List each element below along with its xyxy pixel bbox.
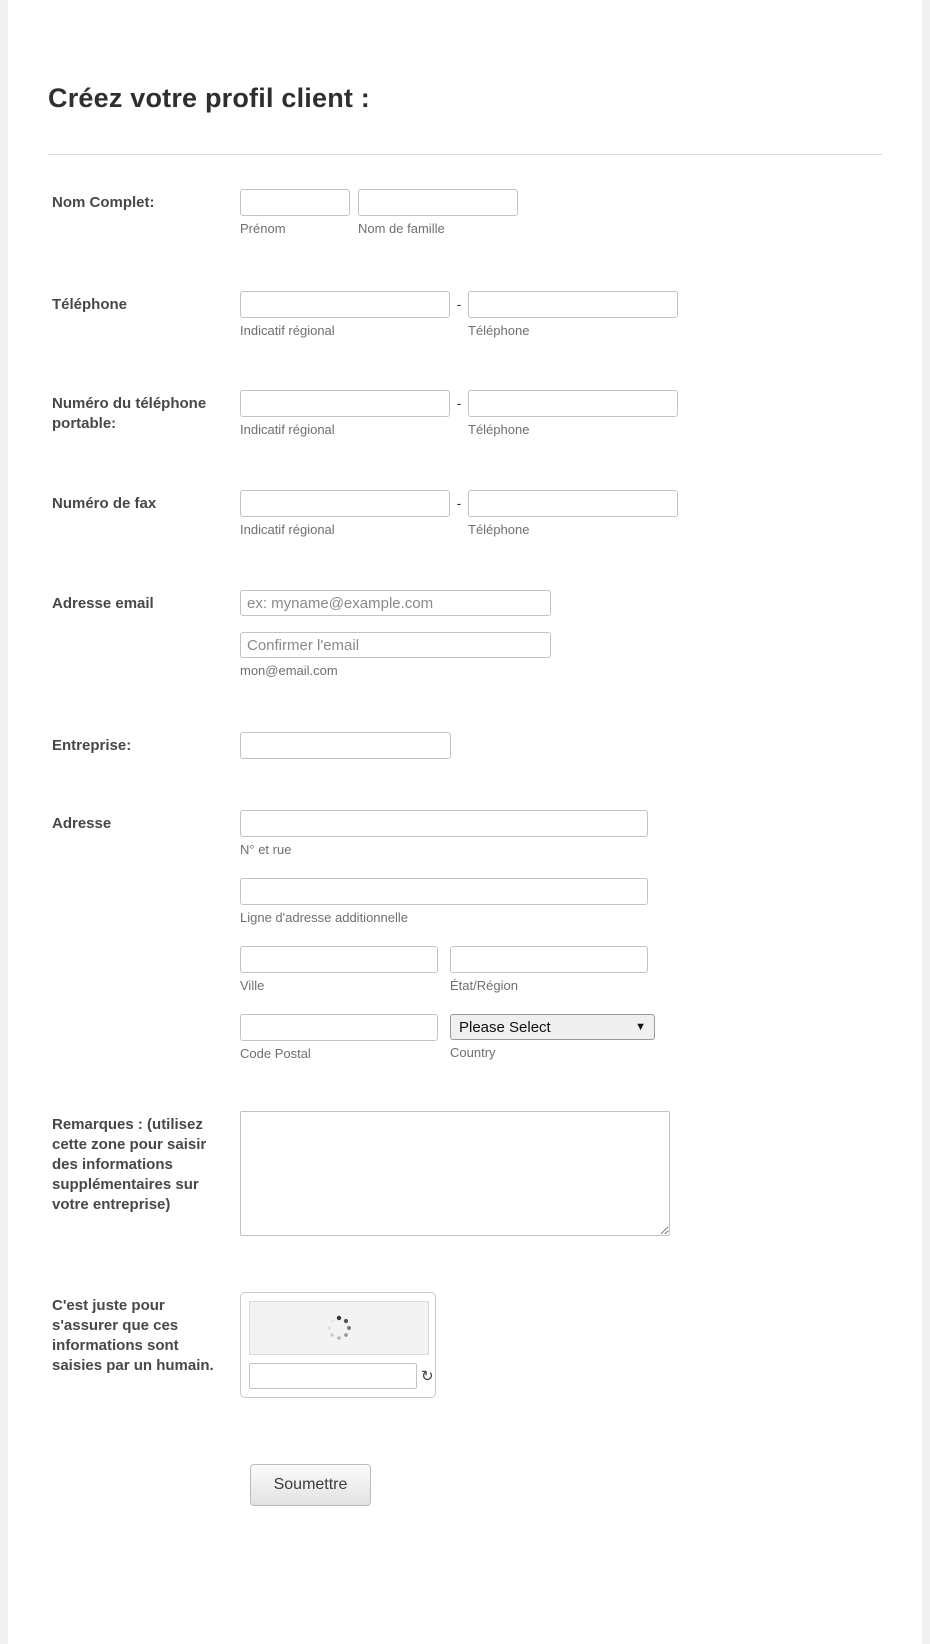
email-sublabel: mon@email.com bbox=[240, 663, 338, 678]
city-input[interactable] bbox=[240, 946, 438, 973]
field-mobile bbox=[48, 390, 882, 438]
field-email bbox=[48, 590, 882, 679]
captcha-answer-row bbox=[249, 1363, 434, 1389]
fax-separator: - bbox=[456, 495, 462, 511]
remarks-textarea[interactable] bbox=[240, 1111, 670, 1236]
phone-number-input[interactable] bbox=[468, 291, 678, 318]
fax-number-input[interactable] bbox=[468, 490, 678, 517]
street-input[interactable] bbox=[240, 810, 648, 837]
address-street-row bbox=[240, 810, 882, 858]
first-name-sublabel: Prénom bbox=[240, 221, 286, 236]
email-gap bbox=[240, 616, 882, 632]
address-city-state-row bbox=[240, 946, 882, 994]
mobile-label: Numéro du téléphone portable: bbox=[52, 395, 207, 432]
first-name-input[interactable] bbox=[240, 189, 350, 216]
captcha-loading-spinner bbox=[324, 1313, 354, 1343]
country-select-value: Please Select bbox=[459, 1018, 551, 1036]
field-company bbox=[48, 732, 882, 759]
mobile-number-input[interactable] bbox=[468, 390, 678, 417]
country-select[interactable] bbox=[450, 1014, 655, 1040]
chevron-down-icon: ▼ bbox=[635, 1021, 646, 1033]
divider bbox=[48, 154, 882, 155]
address-label: Adresse bbox=[52, 815, 112, 832]
phone-area-sublabel: Indicatif régional bbox=[240, 323, 335, 338]
mobile-separator: - bbox=[456, 395, 462, 411]
state-input[interactable] bbox=[450, 946, 648, 973]
fax-area-code-input[interactable] bbox=[240, 490, 450, 517]
company-input[interactable] bbox=[240, 732, 451, 759]
last-name-input[interactable] bbox=[358, 189, 518, 216]
phone-area-code-input[interactable] bbox=[240, 291, 450, 318]
address-postal-country-row bbox=[240, 1014, 882, 1062]
email-confirm-input[interactable] bbox=[240, 632, 551, 658]
fax-area-sublabel: Indicatif régional bbox=[240, 522, 335, 537]
state-sublabel: État/Région bbox=[450, 978, 518, 993]
line2-sublabel: Ligne d'adresse additionnelle bbox=[240, 910, 408, 925]
page-title: Créez votre profil client : bbox=[48, 83, 370, 113]
address-line2-input[interactable] bbox=[240, 878, 648, 905]
phone-separator: - bbox=[456, 296, 462, 312]
address-line2-row bbox=[240, 878, 882, 926]
captcha-answer-input[interactable] bbox=[249, 1363, 417, 1389]
phone-label: Téléphone bbox=[52, 296, 128, 313]
fax-number-sublabel: Téléphone bbox=[468, 522, 530, 537]
field-address bbox=[48, 810, 882, 1062]
postal-code-input[interactable] bbox=[240, 1014, 438, 1041]
field-remarks bbox=[48, 1111, 882, 1241]
last-name-sublabel: Nom de famille bbox=[358, 221, 445, 236]
captcha-widget bbox=[240, 1292, 436, 1398]
mobile-number-sublabel: Téléphone bbox=[468, 422, 530, 437]
captcha-label: C'est juste pour s'assurer que ces informations sont saisies par un humain. bbox=[52, 1297, 214, 1374]
form-page bbox=[8, 0, 922, 1644]
phone-number-sublabel: Téléphone bbox=[468, 323, 530, 338]
submit-button[interactable]: Soumettre bbox=[250, 1464, 371, 1506]
field-full-name bbox=[48, 189, 882, 237]
postal-sublabel: Code Postal bbox=[240, 1046, 311, 1061]
city-sublabel: Ville bbox=[240, 978, 265, 993]
field-phone bbox=[48, 291, 882, 339]
email-label: Adresse email bbox=[52, 595, 154, 612]
remarks-label: Remarques : (utilisez cette zone pour saisir des informations supplémentaires sur votre entreprise) bbox=[52, 1116, 207, 1213]
street-sublabel: N° et rue bbox=[240, 842, 292, 857]
mobile-area-sublabel: Indicatif régional bbox=[240, 422, 335, 437]
mobile-area-code-input[interactable] bbox=[240, 390, 450, 417]
submit-row bbox=[250, 1464, 882, 1506]
email-input[interactable] bbox=[240, 590, 551, 616]
country-sublabel: Country bbox=[450, 1045, 496, 1060]
field-fax bbox=[48, 490, 882, 538]
full-name-label: Nom Complet: bbox=[52, 194, 155, 211]
captcha-refresh-icon[interactable]: ↻ bbox=[421, 1367, 434, 1385]
captcha-image bbox=[249, 1301, 429, 1355]
fax-label: Numéro de fax bbox=[52, 495, 157, 512]
company-label: Entreprise: bbox=[52, 737, 132, 754]
field-captcha bbox=[48, 1292, 882, 1398]
